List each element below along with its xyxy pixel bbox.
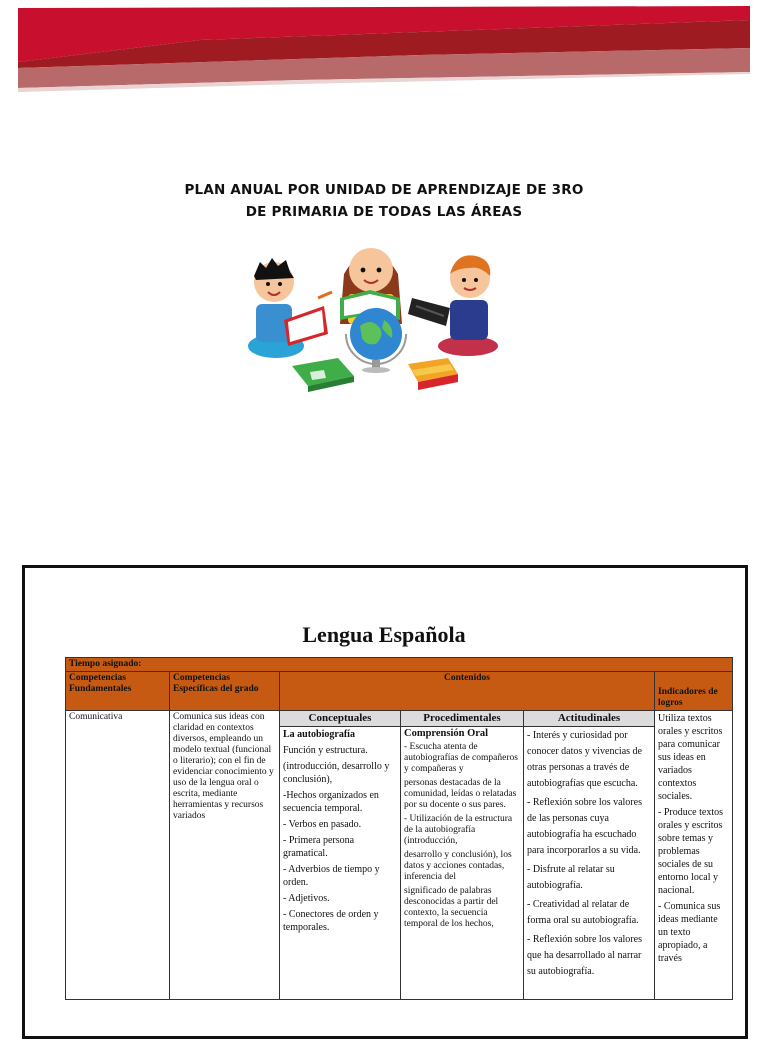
header-competencias-especificas: Competencias Específicas del grado [170, 672, 280, 711]
cell-competencia-fundamental: Comunicativa [66, 711, 170, 1000]
conceptual-item: - Adverbios de tiempo y orden. [283, 864, 380, 888]
document-title-line2: DE PRIMARIA DE TODAS LAS ÁREAS [245, 204, 523, 220]
table-row [66, 711, 733, 727]
conceptual-item: Función y estructura. [283, 745, 368, 756]
indicador-item: - Comunica sus ideas mediante un texto apropiado, a través [658, 901, 721, 964]
actitudinal-item: - Creatividad al relatar de forma oral su autobiografía. [527, 899, 639, 926]
conceptual-heading: La autobiografía [283, 729, 355, 740]
cell-procedimentales [401, 727, 524, 1000]
subheader-procedimentales: Procedimentales [401, 711, 524, 727]
conceptual-item: - Adjetivos. [283, 893, 330, 904]
cell-actitudinales [524, 727, 655, 1000]
procedimental-item: significado de palabras desconocidas a partir del contexto, la secuencia temporal de los hechos, [404, 886, 499, 929]
actitudinal-item: - Reflexión sobre los valores que ha desarrollado al narrar su autobiografía. [527, 934, 642, 977]
tiempo-asignado-label: Tiempo asignado: [66, 658, 733, 672]
conceptual-item: - Conectores de orden y temporales. [283, 909, 379, 933]
cell-competencia-especifica: Comunica sus ideas con claridad en contextos diversos, empleando un modelo textual (funcional o literario); con el fin de evidenciar conocimiento y uso de la lengua oral o escrita, mediante herramientas y recursos variados [170, 711, 280, 1000]
cell-conceptuales [280, 727, 401, 1000]
table-row-tiempo [66, 658, 733, 672]
actitudinal-item: - Interés y curiosidad por conocer datos y vivencias de otras personas a través de autobiografías que escucha. [527, 730, 642, 789]
conceptual-item: (introducción, desarrollo y conclusión), [283, 761, 390, 785]
table-header-row [66, 672, 733, 711]
kids-reading-illustration [236, 234, 506, 398]
subheader-conceptuales: Conceptuales [280, 711, 401, 727]
subheader-actitudinales: Actitudinales [524, 711, 655, 727]
procedimental-item: - Utilización de la estructura de la autobiografía (introducción, [404, 814, 513, 846]
header-banner [0, 0, 768, 100]
cell-indicadores [655, 711, 733, 1000]
actitudinal-item: - Reflexión sobre los valores de las personas cuya autobiografía ha escuchado para incorporarlos a su vida. [527, 797, 642, 856]
procedimental-item: - Escucha atenta de autobiografías de compañeros y compañeras y [404, 742, 518, 774]
indicador-item: - Produce textos orales y escritos sobre temas y problemas sociales de su entorno local y nacional. [658, 807, 723, 896]
header-competencias-fundamentales: Competencias Fundamentales [66, 672, 170, 711]
conceptual-item: - Primera persona gramatical. [283, 835, 355, 859]
procedimental-item: desarrollo y conclusión), los datos y acciones contadas, inferencia del [404, 850, 512, 882]
header-indicadores: Indicadores de logros [655, 672, 733, 711]
indicador-item: Utiliza textos orales y escritos para comunicar sus ideas en variados contextos sociales. [658, 713, 723, 802]
subject-title: Lengua Española [302, 622, 466, 647]
conceptual-item: -Hechos organizados en secuencia temporal. [283, 790, 379, 814]
plan-table [65, 657, 733, 1000]
procedimental-item: personas destacadas de la comunidad, leídas o relatadas por su docente o sus pares. [404, 778, 517, 810]
actitudinal-item: - Disfrute al relatar su autobiografía. [527, 864, 615, 891]
header-contenidos: Contenidos [280, 672, 655, 711]
procedimental-heading: Comprensión Oral [404, 728, 489, 739]
document-title-line1: PLAN ANUAL POR UNIDAD DE APRENDIZAJE DE 3RO [184, 182, 584, 198]
conceptual-item: - Verbos en pasado. [283, 819, 362, 830]
